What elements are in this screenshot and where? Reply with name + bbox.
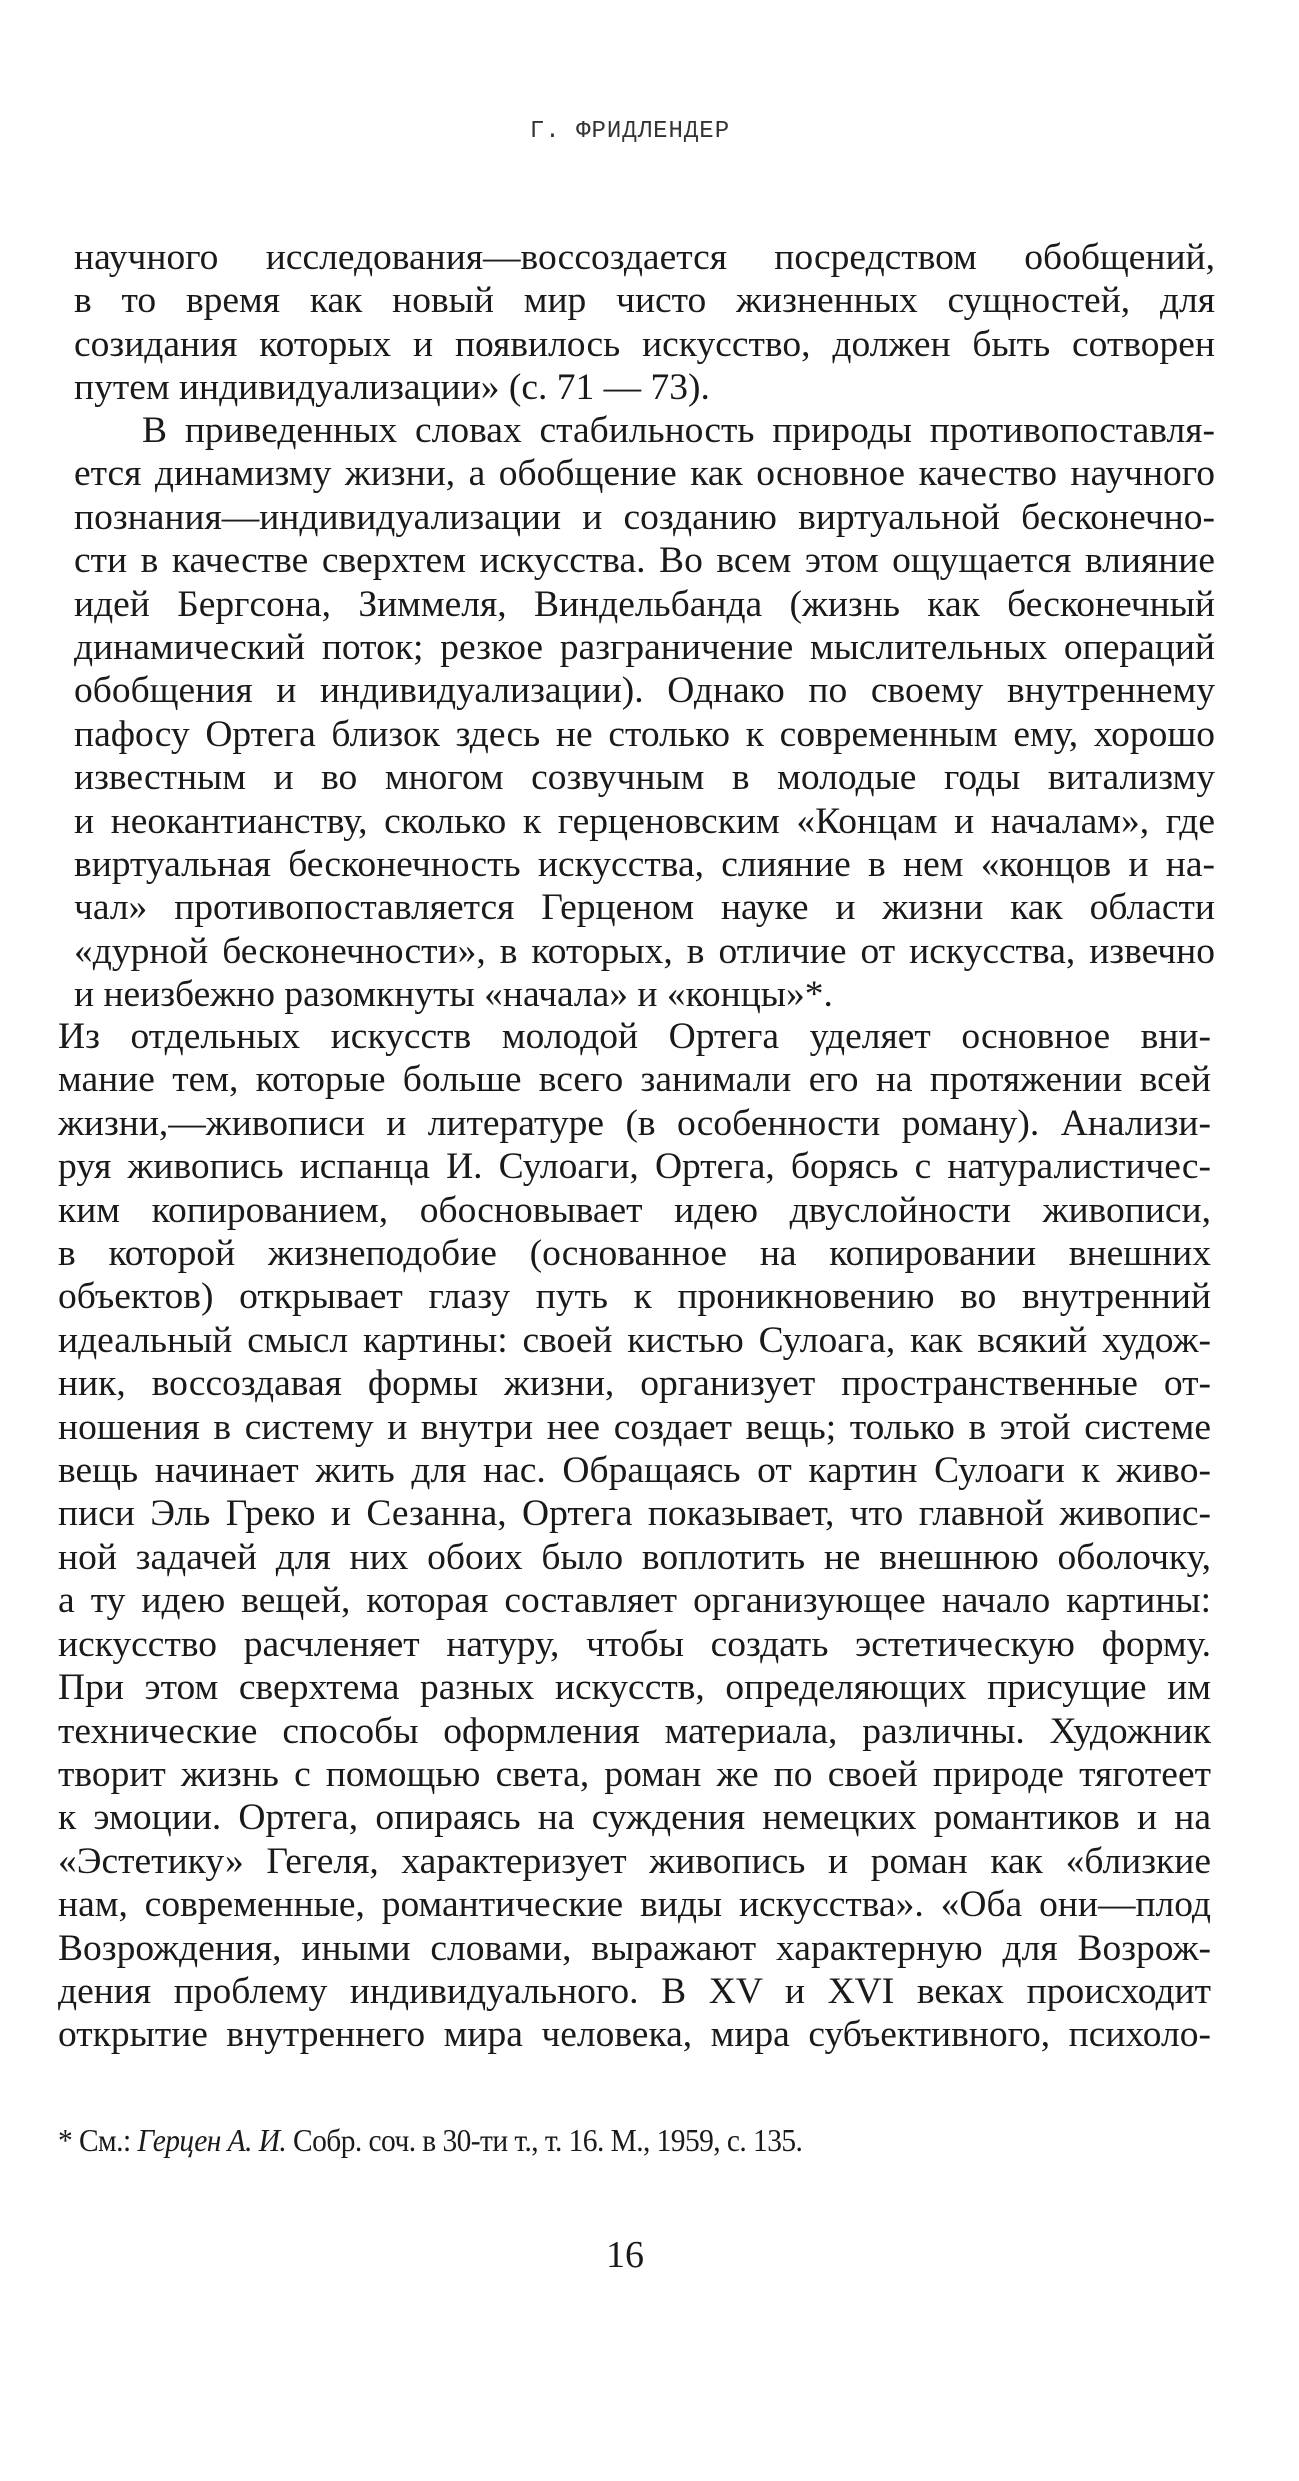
text-line: и неизбежно разомкнуты «начала» и «концы»*. <box>74 974 833 1016</box>
paragraph-ortega-herzen <box>74 409 1215 1017</box>
text-line: руя живопись испанца И. Сулоаги, Ортега, борясь с натуралистичес- <box>58 1146 1211 1188</box>
text-line: объектов) открывает глазу путь к проникновению во внутренний <box>58 1276 1211 1318</box>
footnote-author: Герцен А. И. <box>137 2122 287 2158</box>
footnote <box>58 2120 1125 2160</box>
text-line: ется динамизму жизни, а обобщение как основное качество научного <box>74 453 1215 495</box>
text-line: путем индивидуализации» (с. 71 — 73). <box>74 367 710 409</box>
text-line: ной задачей для них обоих было воплотить не внешнюю оболочку, <box>58 1536 1211 1578</box>
text-line: а ту идею вещей, которая составляет организующее начало картины: <box>58 1580 1211 1622</box>
text-line: вещь начинает жить для нас. Обращаясь от картин Сулоаги к живо- <box>58 1450 1211 1492</box>
running-header: Г. ФРИДЛЕНДЕР <box>529 118 731 145</box>
text-line: к эмоции. Ортега, опираясь на суждения немецких романтиков и на <box>58 1797 1211 1839</box>
text-line: При этом сверхтема разных искусств, определяющих присущие им <box>58 1667 1211 1709</box>
text-line: ник, воссоздавая формы жизни, организует пространственные от- <box>58 1363 1211 1405</box>
text-line: обобщения и индивидуализации). Однако по своему внутреннему <box>74 670 1215 712</box>
text-line: сти в качестве сверхтем искусства. Во всем этом ощущается влияние <box>74 540 1215 582</box>
text-line: жизни,—живописи и литературе (в особенности роману). Анализи- <box>58 1102 1211 1144</box>
text-line: открытие внутреннего мира человека, мира субъективного, психоло- <box>58 2014 1211 2056</box>
footnote-prefix: * См.: <box>58 2122 138 2158</box>
text-line: «дурной бесконечности», в которых, в отличие от искусства, извечно <box>74 930 1215 972</box>
paragraph-continuation <box>74 236 1215 410</box>
text-line: и неокантианству, сколько к герценовским «Концам и началам», где <box>74 800 1215 842</box>
text-line: научного исследования—воссоздается посредством обобщений, <box>74 237 1215 278</box>
text-line: познания—индивидуализации и созданию виртуальной бесконечно- <box>74 496 1215 538</box>
page-number: 16 <box>606 2234 644 2276</box>
footnote-citation: Собр. соч. в 30-ти т., т. 16. М., 1959, с. 135. <box>286 2122 803 2158</box>
text-line: нам, современные, романтические виды искусства». «Оба они—плод <box>58 1884 1211 1926</box>
text-line: технические способы оформления материала, различны. Художник <box>58 1710 1211 1752</box>
text-line: В приведенных словах стабильность природы противопоставля- <box>142 410 1215 451</box>
paragraph-painting-novel <box>58 1015 1211 2057</box>
text-line: идеальный смысл картины: своей кистью Сулоага, как всякий худож- <box>58 1319 1211 1361</box>
text-line: чал» противопоставляется Герценом науке и жизни как области <box>74 887 1215 929</box>
text-line: пафосу Ортега близок здесь не столько к современным ему, хорошо <box>74 713 1215 755</box>
text-line: «Эстетику» Гегеля, характеризует живопись и роман как «близкие <box>58 1840 1211 1882</box>
text-line: созидания которых и появилось искусство, должен быть сотворен <box>74 323 1215 365</box>
text-line: в то время как новый мир чисто жизненных сущностей, для <box>74 280 1215 322</box>
text-line: мание тем, которые больше всего занимали его на протяжении всей <box>58 1059 1211 1101</box>
text-line: писи Эль Греко и Сезанна, Ортега показывает, что главной живопис- <box>58 1493 1211 1535</box>
text-line: ношения в систему и внутри нее создает вещь; только в этой системе <box>58 1406 1211 1448</box>
text-line: идей Бергсона, Зиммеля, Виндельбанда (жизнь как бесконечный <box>74 583 1215 625</box>
text-line: виртуальная бесконечность искусства, слияние в нем «концов и на- <box>74 844 1215 886</box>
text-line: динамический поток; резкое разграничение мыслительных операций <box>74 627 1215 669</box>
text-line: искусство расчленяет натуру, чтобы создать эстетическую форму. <box>58 1623 1211 1665</box>
text-line: Возрождения, иными словами, выражают характерную для Возрож- <box>58 1927 1211 1969</box>
text-line: дения проблему индивидуального. В XV и XVI веках происходит <box>58 1970 1211 2012</box>
text-line: в которой жизнеподобие (основанное на копировании внешних <box>58 1233 1211 1275</box>
text-line: известным и во многом созвучным в молодые годы витализму <box>74 757 1215 799</box>
text-line: творит жизнь с помощью света, роман же по своей природе тяготеет <box>58 1753 1211 1795</box>
text-line: ким копированием, обосновывает идею двуслойности живописи, <box>58 1189 1211 1231</box>
text-line: Из отдельных искусств молодой Ортега уделяет основное вни- <box>58 1016 1211 1057</box>
